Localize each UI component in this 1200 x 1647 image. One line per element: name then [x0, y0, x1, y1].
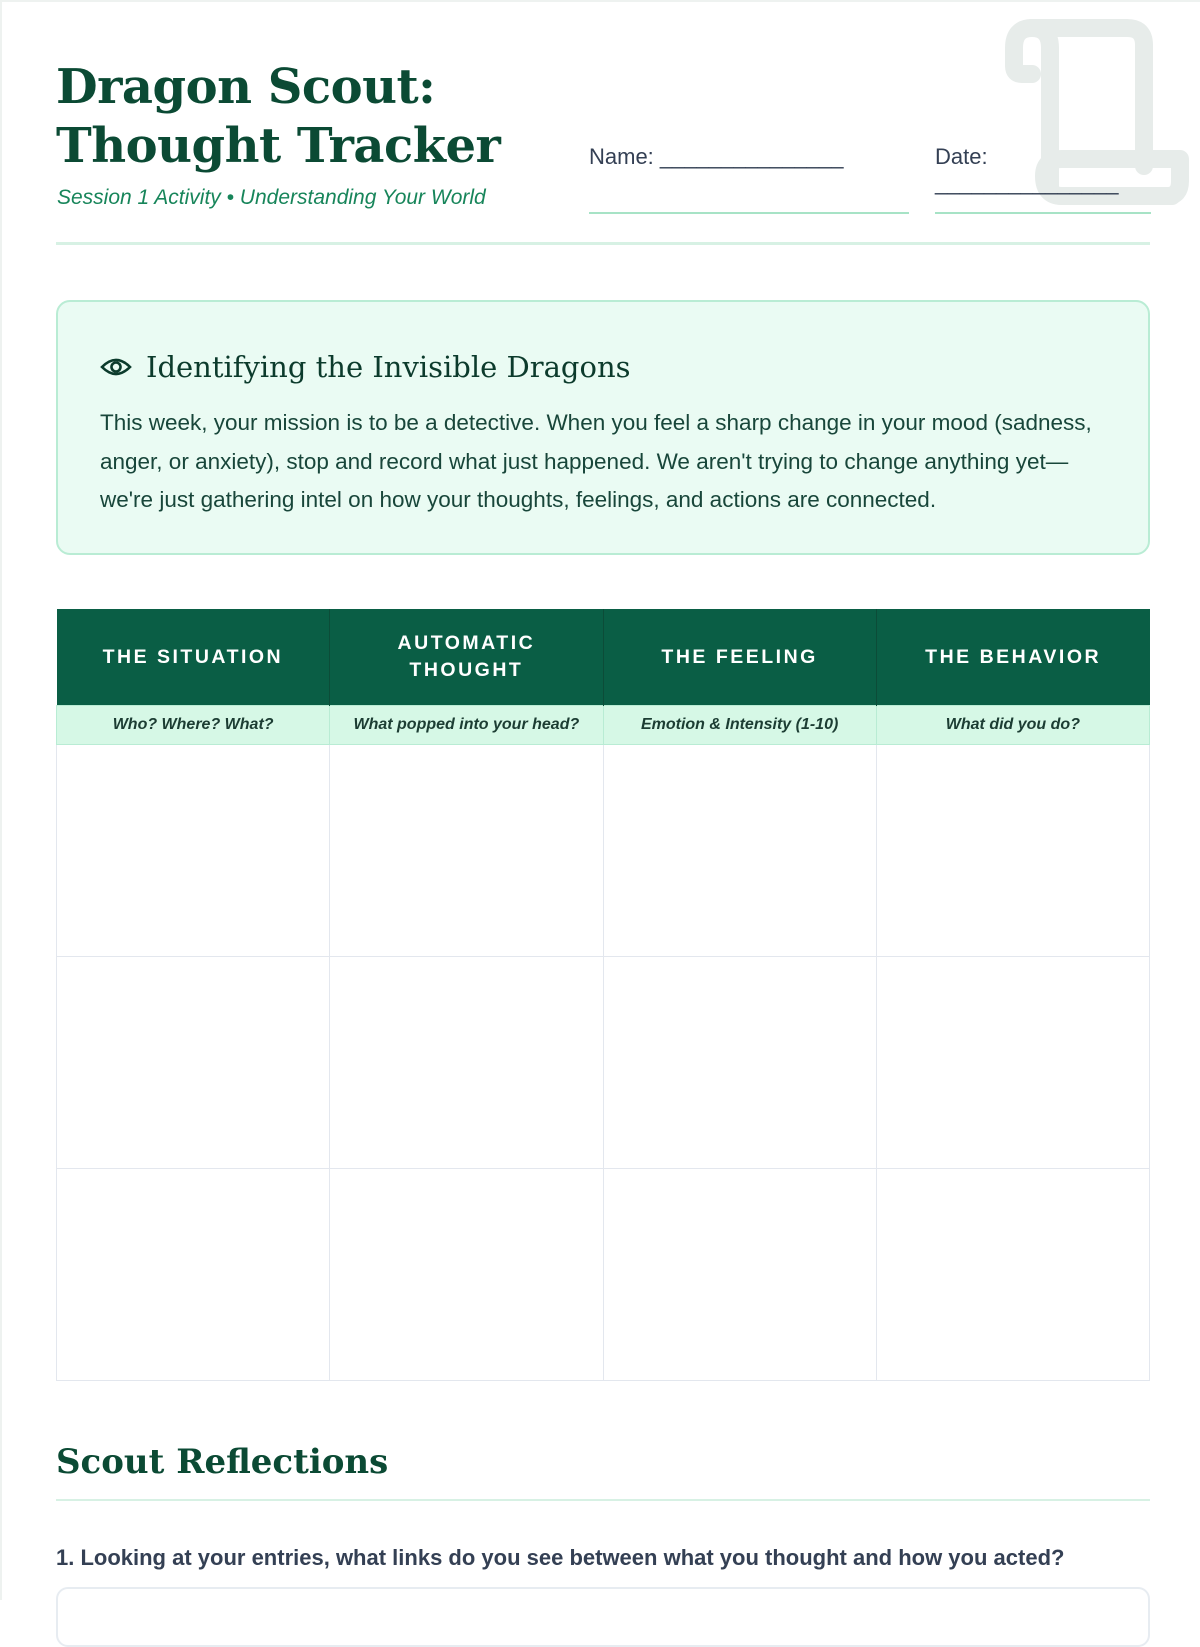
reflections-title: Scout Reflections: [56, 1442, 389, 1482]
title-line-1: Dragon Scout:: [56, 59, 436, 115]
name-underline: [589, 212, 909, 214]
reflection-answer-box[interactable]: [56, 1587, 1150, 1647]
entry-cell[interactable]: [603, 1169, 876, 1381]
table-hint-row: [57, 706, 1150, 745]
page-subtitle: Session 1 Activity • Understanding Your World: [57, 186, 486, 209]
column-header-behavior: THE BEHAVIOR: [876, 609, 1149, 706]
column-header-feeling: THE FEELING: [603, 609, 876, 706]
hint-situation: Who? Where? What?: [57, 706, 330, 745]
thought-tracker-table: [56, 609, 1150, 1381]
reflection-question-1: 1. Looking at your entries, what links do you see between what you thought and how you acted?: [56, 1545, 1065, 1570]
entry-cell[interactable]: [876, 745, 1149, 957]
entry-cell[interactable]: [57, 745, 330, 957]
page-title: [56, 58, 500, 176]
date-label: Date:: [935, 144, 988, 169]
name-field[interactable]: [589, 144, 909, 214]
date-underline: [935, 212, 1151, 214]
intro-title: Identifying the Invisible Dragons: [146, 350, 631, 384]
hint-feeling: Emotion & Intensity (1-10): [603, 706, 876, 745]
eye-icon: [100, 355, 132, 379]
table-row: [57, 957, 1150, 1169]
header-divider: [56, 242, 1150, 245]
intro-body: This week, your mission is to be a detective. When you feel a sharp change in your mood (sadness, anger, or anxiety), stop and record what just happened. We aren't trying to change anything yet—we're just gathering intel on how your thoughts, feelings, and actions are connected.: [100, 410, 1092, 512]
entry-cell[interactable]: [876, 1169, 1149, 1381]
table-row: [57, 1169, 1150, 1381]
column-header-thought: AUTOMATIC THOUGHT: [330, 609, 603, 706]
name-label: Name: _______________: [589, 144, 844, 169]
table-header-row: [57, 609, 1150, 706]
entry-cell[interactable]: [330, 745, 603, 957]
entry-cell[interactable]: [330, 957, 603, 1169]
hint-thought: What popped into your head?: [330, 706, 603, 745]
entry-cell[interactable]: [876, 957, 1149, 1169]
date-blank: _______________: [935, 170, 1119, 195]
column-header-situation: THE SITUATION: [57, 609, 330, 706]
entry-cell[interactable]: [603, 957, 876, 1169]
intro-heading: [100, 350, 631, 384]
reflections-divider: [56, 1499, 1150, 1501]
entry-cell[interactable]: [330, 1169, 603, 1381]
table-row: [57, 745, 1150, 957]
entry-cell[interactable]: [603, 745, 876, 957]
intro-callout: [56, 300, 1150, 555]
hint-behavior: What did you do?: [876, 706, 1149, 745]
title-line-2: Thought Tracker: [56, 118, 501, 174]
entry-cell[interactable]: [57, 1169, 330, 1381]
date-field[interactable]: [935, 144, 1151, 214]
entry-cell[interactable]: [57, 957, 330, 1169]
